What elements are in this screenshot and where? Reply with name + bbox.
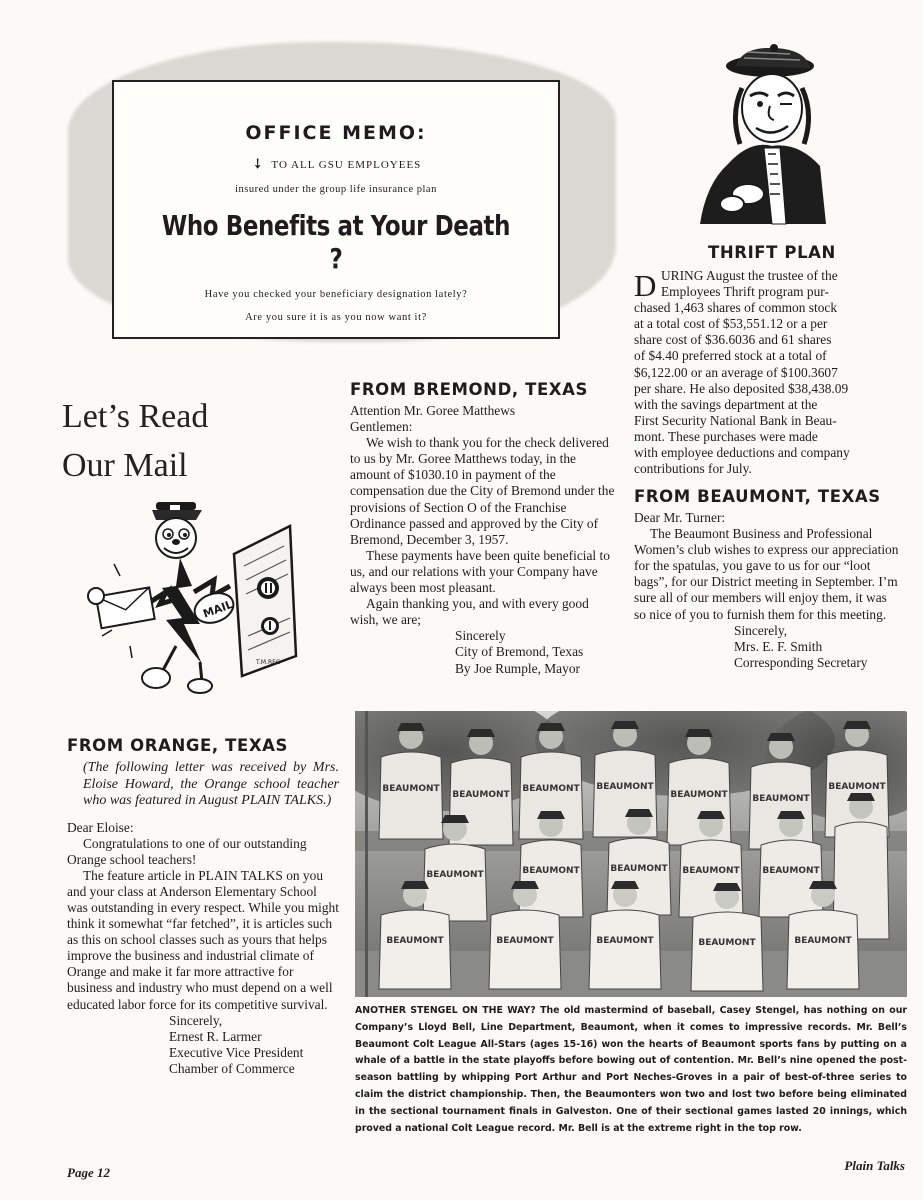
thrift-line-5: share cost of $36.6036 and 61 shares [634,332,832,348]
beaumont-letter [634,510,902,671]
orange-intro: (The following letter was received by Mrs. Eloise Howard, the Orange school teacher who was featured in August PLAIN TALKS.) [83,760,339,808]
orange-sig-4: Chamber of Commerce [169,1060,295,1076]
jersey-text: BEAUMONT [752,794,810,804]
jersey-text: BEAUMONT [382,784,440,794]
thrift-line-10: First Security National Bank in Beau- [634,412,837,428]
photo-caption: ANOTHER STENGEL ON THE WAY? The old mastermind of baseball, Casey Stengel, has nothing on our Company’s Lloyd Bell, Line Department, Beaumont, when it comes to impressive records. Mr. Bell’s Beaumont Colt League All-Stars (ages 15-16) won the hearts of Beaumont sports fans by putting on a whale of a battle in the state playoffs before bowing out of contention. Mr. Bell’s nine opened the post-season battling by whipping Port Arthur and Port Neches-Groves in a pair of best-of-three series to claim the district championship. Then, the Beaumonters won two and lost two before being eliminated in the sectional tournament finals in Galveston. One of their sectional games lasted 20 innings, which proved a national Colt League record. Mr. Bell is at the extreme right in the top row. [355,1005,907,1134]
thrift-dropcap: D [634,268,657,303]
jersey-text: BEAUMONT [610,864,668,874]
jersey-text: BEAUMONT [828,782,886,792]
page-number: Page 12 [67,1165,110,1180]
reddy-kilowatt-mail-illustration [84,496,304,698]
bremond-sig-1: Sincerely [455,628,506,644]
office-memo [112,80,560,339]
memo-title: OFFICE MEMO: [245,122,427,144]
orange-salutation: Dear Eloise: [67,819,134,835]
thrift-plan-article [634,268,902,477]
jersey-text: BEAUMONT [670,790,728,800]
beaumont-sig-1: Sincerely, [734,622,788,638]
baseball-team-photo [355,711,907,997]
bremond-attention: Attention Mr. Goree Matthews [350,403,516,418]
orange-sig-1: Sincerely, [169,1012,223,1028]
orange-para-1: Congratulations to one of our outstanding Orange school teachers! [67,835,307,867]
memo-recipient [114,156,558,173]
thrift-line-8: per share. He also deposited $38,438.09 [634,380,849,396]
thrift-line-3: chased 1,463 shares of common stock [634,300,838,316]
beaumont-para-1: The Beaumont Business and Professional Women’s club wishes to express our appreciation for the spatulas, you gave to us for our “loot bags”, for our District meeting in September. I’m sure all of our members will enjoy them, it was so nice of you to furnish them for this meeting. [634,526,899,622]
jersey-text: BEAUMONT [596,782,654,792]
jersey-text: BEAUMONT [426,870,484,880]
orange-sig-2: Ernest R. Larmer [169,1028,262,1044]
jersey-text: BEAUMONT [452,790,510,800]
title-line-1: Let’s Read [62,398,209,435]
jersey-text: BEAUMONT [698,938,756,948]
bremond-para-3: Again thanking you, and with every good wish, we are; [350,596,589,628]
thrift-cartoon-illustration [690,44,835,229]
beaumont-salutation: Dear Mr. Turner: [634,510,726,525]
thrift-line-1: URING August the trustee of the [661,268,838,283]
thrift-line-9: with the savings department at the [634,396,818,412]
magazine-name: Plain Talks [844,1158,905,1173]
thrift-line-12: with employee deductions and company [634,445,850,461]
memo-insured-line: insured under the group life insurance plan [235,184,437,195]
bremond-sig-3: By Joe Rumple, Mayor [455,660,580,676]
thrift-plan-heading: THRIFT PLAN [708,243,836,262]
jersey-text: BEAUMONT [522,784,580,794]
jersey-text: BEAUMONT [682,866,740,876]
thrift-line-2: Employees Thrift program pur- [661,284,829,300]
jersey-text: BEAUMONT [522,866,580,876]
bremond-heading: FROM BREMOND, TEXAS [350,380,588,399]
orange-heading: FROM ORANGE, TEXAS [67,736,289,755]
bremond-salutation: Gentlemen: [350,419,413,435]
jersey-text: BEAUMONT [762,866,820,876]
memo-question-2: Are you sure it is as you now want it? [245,312,427,323]
orange-para-2: The feature article in PLAIN TALKS on you and your class at Anderson Elementary School was outstanding in every respect. While you might think it somewhat “far fetched”, it is articles such as this on school classes such as yours that helps improve the business and industrial climate of Orange and make it far more attractive for business and industry who must depend on a well educated labor force for its competitive survival. [67,867,339,1012]
svg-text:T.M.REG: T.M.REG [256,659,281,666]
bremond-sig-2: City of Bremond, Texas [455,644,584,660]
jersey-text: BEAUMONT [386,936,444,946]
jersey-text: BEAUMONT [596,936,654,946]
thrift-line-4: at a total cost of $53,551.12 or a per [634,316,828,332]
orange-letter [67,760,339,1077]
beaumont-sig-3: Corresponding Secretary [734,654,868,670]
beaumont-sig-2: Mrs. E. F. Smith [734,638,823,654]
memo-headline: Who Benefits at Your Death ? [161,209,511,275]
memo-to-text: TO ALL GSU EMPLOYEES [271,159,422,171]
beaumont-heading: FROM BEAUMONT, TEXAS [634,487,881,506]
bremond-para-1: We wish to thank you for the check delivered to us by Mr. Goree Matthews today, in the amount of $1030.10 in payment of the compensation due the City of Bremond under the provisions of Section O of the Franchise Ordinance passed and approved by the City of Bremond, December 3, 1957. [350,435,615,547]
bremond-para-2: These payments have been quite beneficial to us, and our relations with your Company have always been most pleasant. [350,547,610,596]
mailbag-label: MAIL [201,597,235,621]
jersey-text: BEAUMONT [496,936,554,946]
title-line-2: Our Mail [62,447,188,484]
thrift-line-11: mont. These purchases were made [634,428,818,444]
arrow-icon: ➘ [247,154,267,175]
thrift-line-6: of $4.40 preferred stock at a total of [634,348,827,364]
bremond-letter [350,403,618,677]
orange-sig-3: Executive Vice President [169,1044,304,1060]
thrift-line-13: contributions for July. [634,461,752,477]
thrift-line-7: $6,122.00 or an average of $100.3607 [634,364,838,380]
memo-question-1: Have you checked your beneficiary designation lately? [204,289,468,300]
lets-read-our-mail-title [62,392,208,490]
jersey-text: BEAUMONT [794,936,852,946]
